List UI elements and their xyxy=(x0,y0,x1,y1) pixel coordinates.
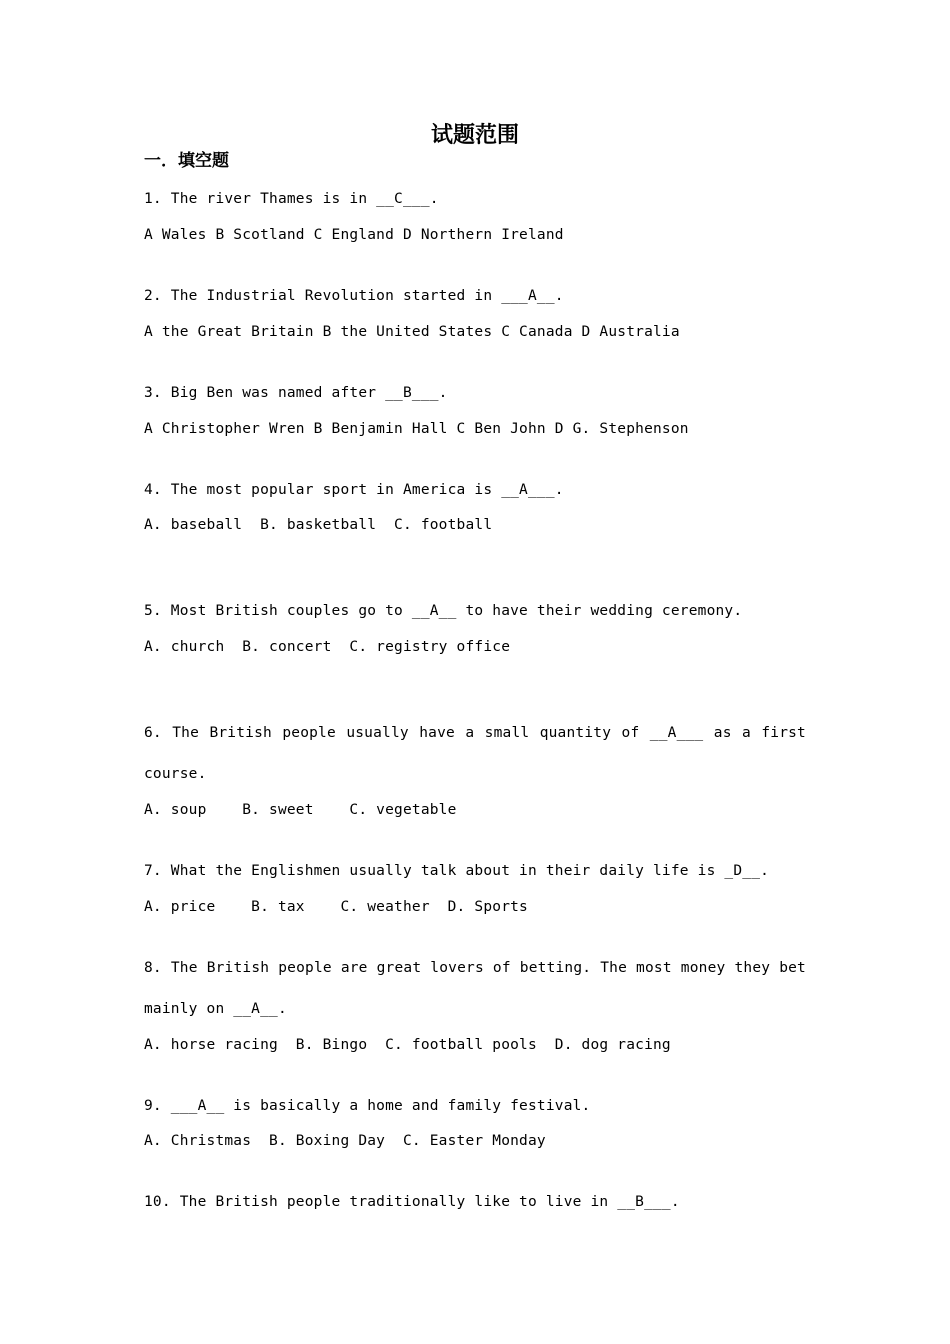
question-2-options: A the Great Britain B the United States C Canada D Australia xyxy=(144,324,680,340)
question-2: 2. The Industrial Revolution started in ___A__. xyxy=(144,288,564,304)
question-9-options: A. Christmas B. Boxing Day C. Easter Monday xyxy=(144,1133,546,1149)
question-3: 3. Big Ben was named after __B___. xyxy=(144,385,448,401)
page-title: 试题范围 xyxy=(430,123,519,148)
question-1: 1. The river Thames is in __C___. xyxy=(144,191,439,207)
question-7-options: A. price B. tax C. weather D. Sports xyxy=(144,899,528,915)
question-5: 5. Most British couples go to __A__ to have their wedding ceremony. xyxy=(144,603,743,619)
question-4-options: A. baseball B. basketball C. football xyxy=(144,517,493,533)
question-1-options: A Wales B Scotland C England D Northern Ireland xyxy=(144,227,564,243)
question-10: 10. The British people traditionally like to live in __B___. xyxy=(144,1194,680,1210)
question-6-continuation: course. xyxy=(144,766,207,782)
question-8-options: A. horse racing B. Bingo C. football pools D. dog racing xyxy=(144,1037,671,1053)
question-5-options: A. church B. concert C. registry office xyxy=(144,639,511,655)
question-8-continuation: mainly on __A__. xyxy=(144,1001,287,1017)
question-6-options: A. soup B. sweet C. vegetable xyxy=(144,802,457,818)
question-9: 9. ___A__ is basically a home and family festival. xyxy=(144,1098,591,1114)
question-8: 8. The British people are great lovers of betting. The most money they bet xyxy=(144,960,806,976)
section-heading: 一．填空题 xyxy=(144,151,229,171)
question-3-options: A Christopher Wren B Benjamin Hall C Ben John D G. Stephenson xyxy=(144,421,689,437)
question-7: 7. What the Englishmen usually talk about in their daily life is _D__. xyxy=(144,863,770,879)
question-6: 6. The British people usually have a small quantity of __A___ as a first xyxy=(144,725,806,741)
question-4: 4. The most popular sport in America is __A___. xyxy=(144,482,564,498)
